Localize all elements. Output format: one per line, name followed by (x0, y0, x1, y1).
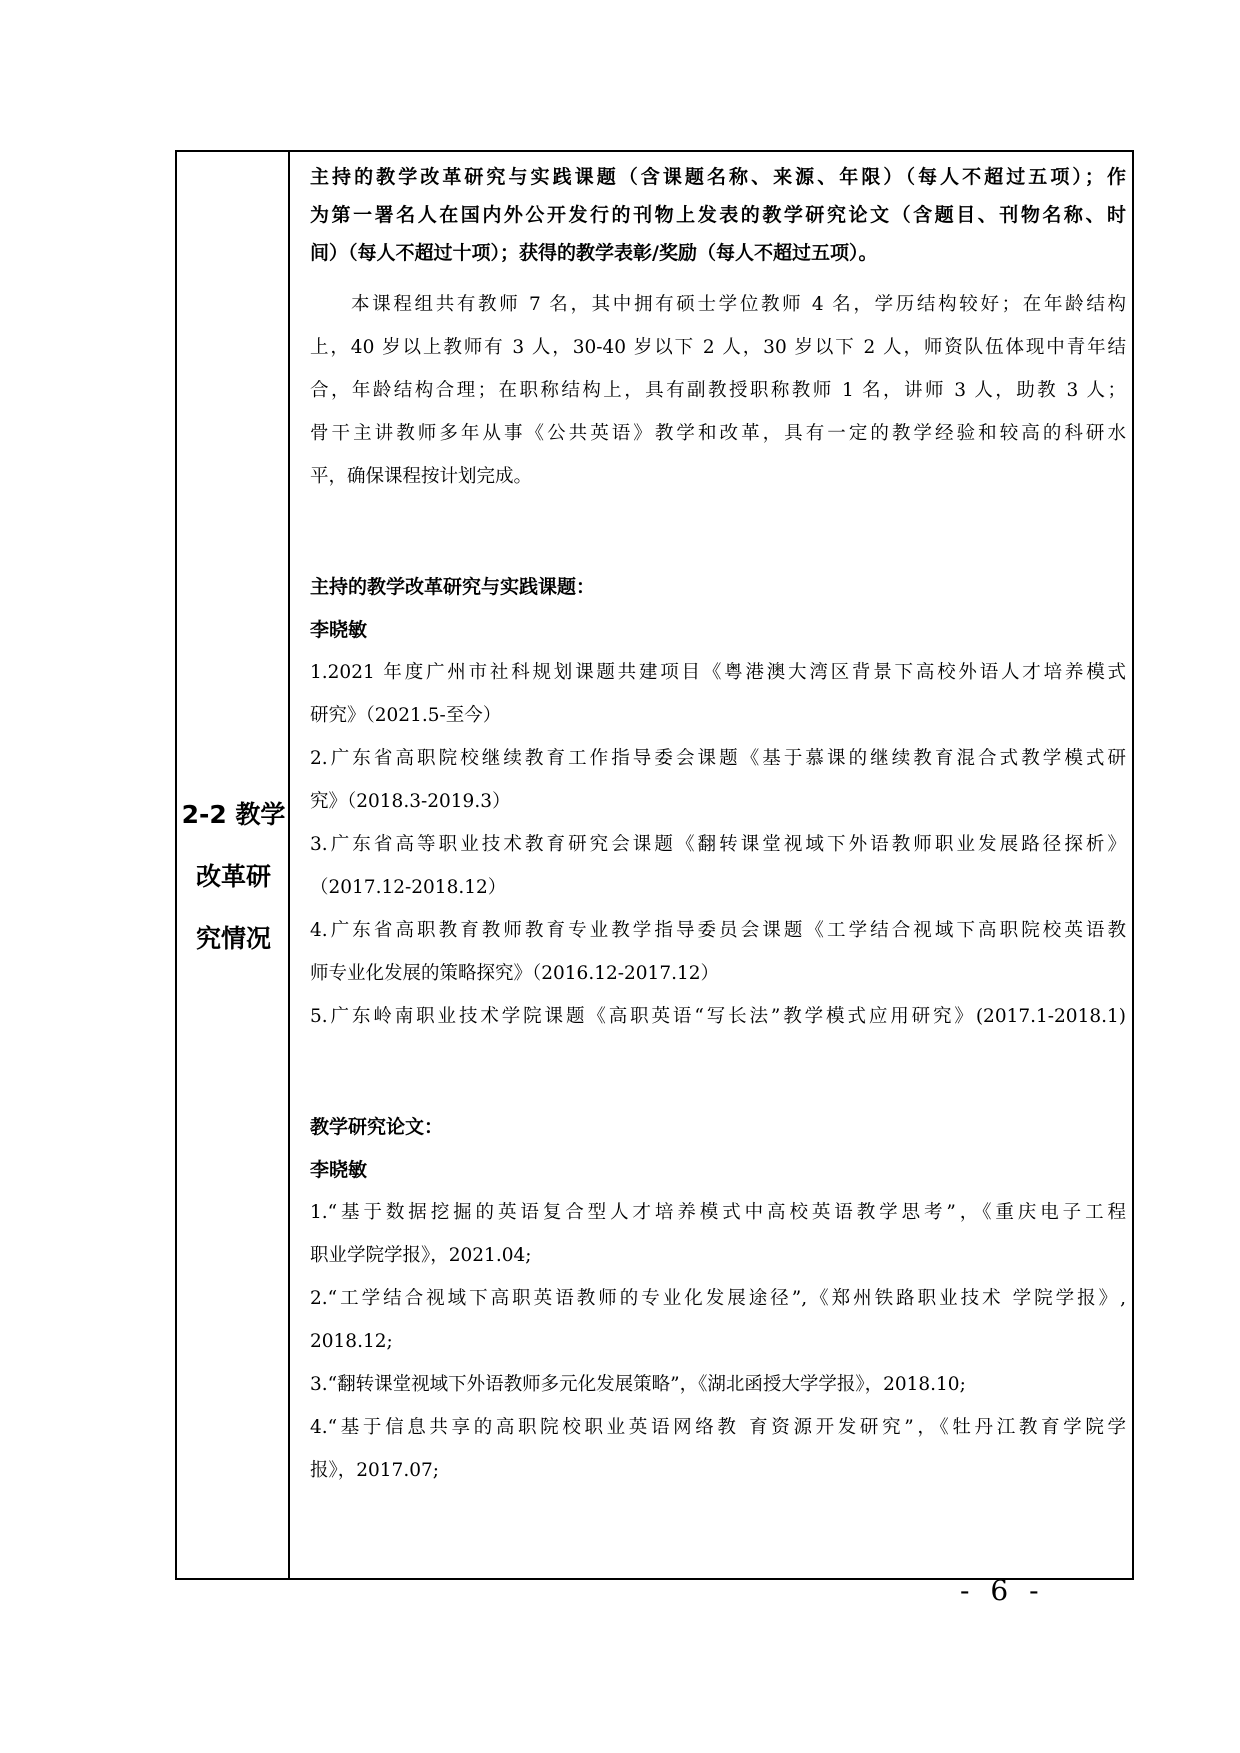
paper-item-line: 报》，2017.07; (310, 1460, 439, 1481)
project-item-line: 1.2021 年度广州市社科规划课题共建项目《粤港澳大湾区背景下高校外语人才培养模式 (310, 662, 1126, 683)
paper-item-line: 2018.12; (310, 1331, 393, 1352)
intro-line: 上，40 岁以上教师有 3 人，30-40 岁以下 2 人，30 岁以下 2 人，师资队伍体现中青年结 (310, 337, 1126, 358)
instruction-line: 间）（每人不超过十项）；获得的教学表彰/奖励（每人不超过五项）。 (310, 242, 878, 264)
form-table (175, 150, 1134, 1580)
section-label-line: 改革研 (195, 862, 271, 891)
paper-item-line: 1.“基于数据挖掘的英语复合型人才培养模式中高校英语教学思考”，《重庆电子工程 (310, 1202, 1126, 1223)
project-item-line: 师专业化发展的策略探究》（2016.12-2017.12） (310, 963, 720, 984)
papers-heading: 教学研究论文： (310, 1116, 444, 1138)
section-label-cell (177, 152, 290, 1578)
project-item-line: 5.广东岭南职业技术学院课题《高职英语“写长法”教学模式应用研究》(2017.1-2018.1) (310, 1006, 1126, 1027)
page-number: - 6 - (960, 1574, 1045, 1607)
project-item-line: 2.广东省高职院校继续教育工作指导委会课题《基于慕课的继续教育混合式教学模式研 (310, 748, 1126, 769)
paper-item-line: 职业学院学报》，2021.04; (310, 1245, 532, 1266)
intro-line: 本课程组共有教师 7 名，其中拥有硕士学位教师 4 名，学历结构较好；在年龄结构 (351, 294, 1126, 315)
projects-person: 李晓敏 (310, 619, 368, 641)
section-content-cell (290, 152, 1132, 1578)
section-label-line: 究情况 (195, 924, 271, 953)
paper-item-line: 2.“工学结合视域下高职英语教师的专业化发展途径”,《郑州铁路职业技术 学院学报》, (310, 1288, 1126, 1309)
intro-line: 合，年龄结构合理；在职称结构上，具有副教授职称教师 1 名，讲师 3 人，助教 3 人； (310, 380, 1126, 401)
project-item-line: 究》（2018.3-2019.3） (310, 791, 511, 812)
projects-heading: 主持的教学改革研究与实践课题： (310, 576, 596, 598)
paper-item-line: 3.“翻转课堂视域下外语教师多元化发展策略”，《湖北函授大学学报》，2018.10; (310, 1374, 966, 1395)
instruction-line: 主持的教学改革研究与实践课题（含课题名称、来源、年限）（每人不超过五项）；作 (310, 166, 1126, 188)
intro-line: 平，确保课程按计划完成。 (310, 466, 533, 487)
project-item-line: （2017.12-2018.12） (310, 877, 507, 898)
section-label (177, 784, 290, 970)
project-item-line: 3.广东省高等职业技术教育研究会课题《翻转课堂视域下外语教师职业发展路径探析》 (310, 834, 1126, 855)
papers-person: 李晓敏 (310, 1159, 368, 1181)
project-item-line: 研究》（2021.5-至今） (310, 705, 502, 726)
intro-line: 骨干主讲教师多年从事《公共英语》教学和改革，具有一定的教学经验和较高的科研水 (310, 423, 1126, 444)
instruction-line: 为第一署名人在国内外公开发行的刊物上发表的教学研究论文（含题目、刊物名称、时 (310, 204, 1126, 226)
paper-item-line: 4.“基于信息共享的高职院校职业英语网络教 育资源开发研究”，《牡丹江教育学院学 (310, 1417, 1126, 1438)
project-item-line: 4.广东省高职教育教师教育专业教学指导委员会课题《工学结合视域下高职院校英语教 (310, 920, 1126, 941)
section-label-line: 2-2 教学 (181, 800, 286, 829)
